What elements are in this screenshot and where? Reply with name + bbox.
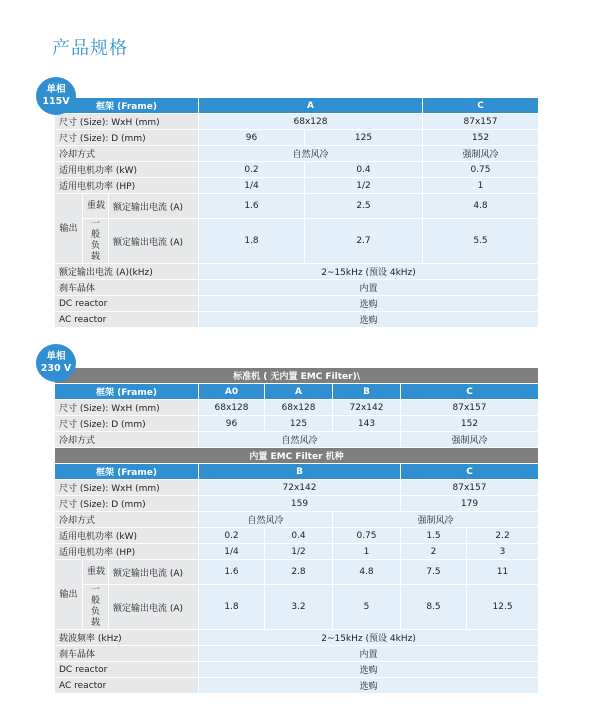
- cooling-label: 冷却方式: [55, 432, 199, 448]
- frame-label: 框架 (Frame): [55, 464, 199, 480]
- badge-phase: 单相: [46, 84, 66, 95]
- power-hp-row: [55, 178, 539, 194]
- ac-reactor-label: AC reactor: [55, 312, 199, 328]
- size-wxh-label: 尺寸 (Size): WxH (mm): [55, 114, 199, 130]
- badge-phase: 单相: [46, 351, 66, 362]
- size-wxh-label: 尺寸 (Size): WxH (mm): [55, 400, 199, 416]
- std-size-wxh-row: [55, 400, 539, 416]
- heavy-a-3: 4.8: [423, 194, 539, 219]
- voltage-badge-230v: [36, 344, 76, 382]
- emc-size-d-row: [55, 496, 539, 512]
- frame-row: [55, 98, 539, 114]
- freq-label: 额定输出电流 (A)(kHz): [55, 264, 199, 280]
- ac-reactor-label: AC reactor: [55, 678, 199, 694]
- normal-load-row: [55, 585, 539, 630]
- emc-size-wxh-b: 72x142: [199, 480, 401, 496]
- power-hp-5: 3: [467, 544, 539, 560]
- emc-cooling-row: [55, 512, 539, 528]
- normal-load-row: [55, 219, 539, 264]
- brake-row: [55, 280, 539, 296]
- heavy-a-1: 1.6: [199, 194, 305, 219]
- heavy-rated-label: 额定输出电流 (A): [109, 560, 199, 585]
- ac-reactor-value: 选购: [199, 312, 539, 328]
- normal-label: 一般负载: [83, 219, 109, 264]
- badge-voltage: 230 V: [40, 363, 72, 374]
- power-kw-1: 0.2: [199, 162, 305, 178]
- size-d-1: 96: [199, 130, 305, 146]
- std-frame-row: [55, 384, 539, 400]
- power-kw-row: [55, 528, 539, 544]
- power-kw-row: [55, 162, 539, 178]
- ac-reactor-row: [55, 678, 539, 694]
- heavy-load-row: [55, 194, 539, 219]
- power-kw-label: 适用电机功率 (kW): [55, 528, 199, 544]
- heavy-a-5: 11: [467, 560, 539, 585]
- size-d-c: 152: [401, 416, 539, 432]
- dc-reactor-label: DC reactor: [55, 296, 199, 312]
- normal-label: 一般负载: [83, 585, 109, 630]
- brake-value: 内置: [199, 280, 539, 296]
- heavy-a-2: 2.5: [305, 194, 423, 219]
- size-d-label: 尺寸 (Size): D (mm): [55, 496, 199, 512]
- freq-value: 2~15kHz (预设 4kHz): [199, 630, 539, 646]
- cooling-natural: 自然风冷: [199, 146, 423, 162]
- power-hp-2: 1/2: [265, 544, 333, 560]
- power-hp-row: [55, 544, 539, 560]
- size-wxh-a: 68x128: [199, 114, 423, 130]
- emc-banner-row: [55, 448, 539, 464]
- std-size-d-row: [55, 416, 539, 432]
- cooling-natural: 自然风冷: [199, 432, 401, 448]
- power-kw-2: 0.4: [305, 162, 423, 178]
- heavy-label: 重载: [83, 194, 109, 219]
- brake-label: 刹车晶体: [55, 280, 199, 296]
- dc-reactor-row: [55, 662, 539, 678]
- freq-value: 2~15kHz (预设 4kHz): [199, 264, 539, 280]
- dc-reactor-row: [55, 296, 539, 312]
- size-wxh-row: [55, 114, 539, 130]
- normal-a-3: 5: [333, 585, 401, 630]
- power-hp-1: 1/4: [199, 178, 305, 194]
- power-hp-label: 适用电机功率 (HP): [55, 178, 199, 194]
- ac-reactor-row: [55, 312, 539, 328]
- size-wxh-label: 尺寸 (Size): WxH (mm): [55, 480, 199, 496]
- normal-a-5: 12.5: [467, 585, 539, 630]
- size-d-label: 尺寸 (Size): D (mm): [55, 416, 199, 432]
- emc-frame-row: [55, 464, 539, 480]
- frame-c: C: [423, 98, 539, 114]
- spec-table-230v: [54, 367, 539, 694]
- normal-rated-label: 额定输出电流 (A): [109, 585, 199, 630]
- brake-row: [55, 646, 539, 662]
- page-title: 产品规格: [52, 38, 128, 59]
- power-kw-5: 2.2: [467, 528, 539, 544]
- power-hp-4: 2: [401, 544, 467, 560]
- frame-a0: A0: [199, 384, 265, 400]
- power-kw-3: 0.75: [423, 162, 539, 178]
- power-hp-3: 1: [423, 178, 539, 194]
- freq-row: [55, 264, 539, 280]
- cooling-forced: 强制风冷: [401, 432, 539, 448]
- size-d-label: 尺寸 (Size): D (mm): [55, 130, 199, 146]
- output-label: 输出: [55, 560, 83, 630]
- power-hp-1: 1/4: [199, 544, 265, 560]
- heavy-a-3: 4.8: [333, 560, 401, 585]
- dc-reactor-label: DC reactor: [55, 662, 199, 678]
- normal-a-2: 3.2: [265, 585, 333, 630]
- normal-a-4: 8.5: [401, 585, 467, 630]
- frame-b: B: [333, 384, 401, 400]
- power-hp-3: 1: [333, 544, 401, 560]
- heavy-a-1: 1.6: [199, 560, 265, 585]
- heavy-label: 重载: [83, 560, 109, 585]
- std-cooling-row: [55, 432, 539, 448]
- spec-table-115v: [54, 97, 539, 328]
- size-d-b: 143: [333, 416, 401, 432]
- size-d-a0: 96: [199, 416, 265, 432]
- dc-reactor-value: 选购: [199, 662, 539, 678]
- output-label: 输出: [55, 194, 83, 264]
- brake-label: 刹车晶体: [55, 646, 199, 662]
- emc-cooling-forced: 强制风冷: [333, 512, 539, 528]
- size-wxh-b: 72x142: [333, 400, 401, 416]
- size-d-a: 125: [265, 416, 333, 432]
- normal-rated-label: 额定输出电流 (A): [109, 219, 199, 264]
- size-d-3: 152: [423, 130, 539, 146]
- size-d-row: [55, 130, 539, 146]
- heavy-a-4: 7.5: [401, 560, 467, 585]
- normal-a-3: 5.5: [423, 219, 539, 264]
- emc-size-wxh-row: [55, 480, 539, 496]
- emc-cooling-natural: 自然风冷: [199, 512, 333, 528]
- heavy-rated-label: 额定输出电流 (A): [109, 194, 199, 219]
- size-wxh-a: 68x128: [265, 400, 333, 416]
- frame-label: 框架 (Frame): [55, 384, 199, 400]
- cooling-label: 冷却方式: [55, 146, 199, 162]
- size-wxh-c: 87x157: [401, 400, 539, 416]
- badge-voltage: 115V: [42, 96, 70, 107]
- normal-a-1: 1.8: [199, 585, 265, 630]
- frame-a: A: [199, 98, 423, 114]
- cooling-forced: 强制风冷: [423, 146, 539, 162]
- frame-c: C: [401, 384, 539, 400]
- power-kw-2: 0.4: [265, 528, 333, 544]
- frame-a: A: [265, 384, 333, 400]
- frame-label: 框架 (Frame): [55, 98, 199, 114]
- emc-banner: 内置 EMC Filter 机种: [55, 448, 539, 464]
- normal-a-2: 2.7: [305, 219, 423, 264]
- power-kw-1: 0.2: [199, 528, 265, 544]
- cooling-label: 冷却方式: [55, 512, 199, 528]
- voltage-badge-115v: [36, 77, 76, 115]
- freq-label: 载波频率 (kHz): [55, 630, 199, 646]
- emc-frame-b: B: [199, 464, 401, 480]
- size-wxh-a0: 68x128: [199, 400, 265, 416]
- dc-reactor-value: 选购: [199, 296, 539, 312]
- normal-a-1: 1.8: [199, 219, 305, 264]
- freq-row: [55, 630, 539, 646]
- power-kw-4: 1.5: [401, 528, 467, 544]
- power-hp-label: 适用电机功率 (HP): [55, 544, 199, 560]
- size-d-2: 125: [305, 130, 423, 146]
- emc-size-d-b: 159: [199, 496, 401, 512]
- size-wxh-c: 87x157: [423, 114, 539, 130]
- heavy-load-row: [55, 560, 539, 585]
- power-hp-2: 1/2: [305, 178, 423, 194]
- brake-value: 内置: [199, 646, 539, 662]
- power-kw-label: 适用电机功率 (kW): [55, 162, 199, 178]
- std-banner-row: [55, 368, 539, 384]
- ac-reactor-value: 选购: [199, 678, 539, 694]
- power-kw-3: 0.75: [333, 528, 401, 544]
- emc-frame-c: C: [401, 464, 539, 480]
- emc-size-wxh-c: 87x157: [401, 480, 539, 496]
- std-banner: 标准机 ( 无内置 EMC Filter)\: [55, 368, 539, 384]
- emc-size-d-c: 179: [401, 496, 539, 512]
- cooling-row: [55, 146, 539, 162]
- heavy-a-2: 2.8: [265, 560, 333, 585]
